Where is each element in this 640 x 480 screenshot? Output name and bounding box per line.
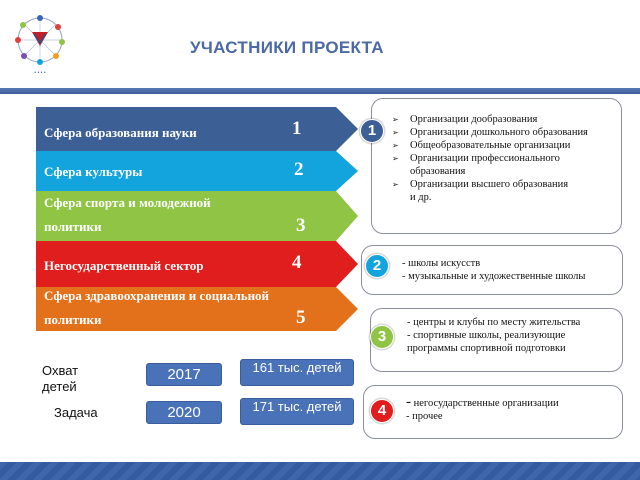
list-item: ➢ Организации дообразования	[392, 113, 615, 126]
coverage-year: 2017	[146, 363, 222, 386]
education-list	[392, 113, 615, 191]
list-tail: и др.	[410, 192, 432, 203]
sector-number: 1	[292, 118, 302, 139]
sector-label: Негосударственный сектор	[44, 258, 204, 273]
header-divider	[0, 88, 640, 94]
list-item: ➢ Общеобразовательные организации	[392, 139, 615, 152]
sector-number: 4	[292, 252, 302, 273]
panel-line: - музыкальные и художественные школы	[402, 271, 586, 282]
panel-number-badge: 2	[365, 254, 389, 278]
coverage-value: 161 тыс. детей	[240, 359, 354, 386]
sector-education	[36, 107, 358, 151]
sector-label-line1: Сфера спорта и молодежной	[44, 195, 211, 210]
coverage-label: Охват детей	[42, 363, 79, 394]
sector-label: Сфера культуры	[44, 164, 143, 179]
goal-value: 171 тыс. детей	[240, 398, 354, 425]
sector-label-line2: политики	[44, 219, 102, 234]
sector-number: 5	[296, 307, 306, 328]
sector-sport-youth	[36, 191, 358, 241]
list-item: ➢ Организации высшего образования	[392, 178, 615, 191]
footer-band	[0, 462, 640, 480]
list-item: ➢ Организации профессионального образования	[392, 152, 615, 178]
svg-text:• • • •: • • • •	[34, 70, 46, 76]
panel-education	[371, 98, 622, 234]
sector-number: 2	[294, 159, 304, 180]
panel-number-badge: 1	[360, 119, 384, 143]
emblem-logo-icon	[14, 12, 66, 78]
sector-nongovernmental	[36, 241, 358, 287]
sector-label-line1: Сфера здравоохранения и социальной	[44, 288, 270, 303]
panel-line: - спортивные школы, реализующие программы спортивной подготовки	[407, 330, 566, 354]
goal-label: Задача	[54, 405, 98, 420]
sector-label-line2: политики	[44, 312, 102, 327]
panel-number-badge: 3	[370, 325, 394, 349]
sector-health-social	[36, 287, 358, 331]
panel-line: - прочее	[406, 411, 443, 422]
dash-mark: -	[406, 394, 411, 410]
panel-nongovernmental	[363, 385, 623, 439]
sector-number: 3	[296, 215, 306, 236]
list-item: ➢ Организации дошкольного образования	[392, 126, 615, 139]
panel-number-badge: 4	[370, 399, 394, 423]
sector-culture	[36, 151, 358, 191]
sector-label: Сфера образования науки	[44, 125, 197, 140]
panel-sport	[370, 308, 623, 372]
panel-line: - школы искусств	[402, 258, 481, 269]
page-title: УЧАСТНИКИ ПРОЕКТА	[190, 38, 384, 57]
panel-line: - центры и клубы по месту жительства	[407, 317, 581, 328]
goal-year: 2020	[146, 401, 222, 424]
panel-culture	[361, 245, 623, 295]
panel-line: - негосударственные организации	[406, 394, 559, 410]
